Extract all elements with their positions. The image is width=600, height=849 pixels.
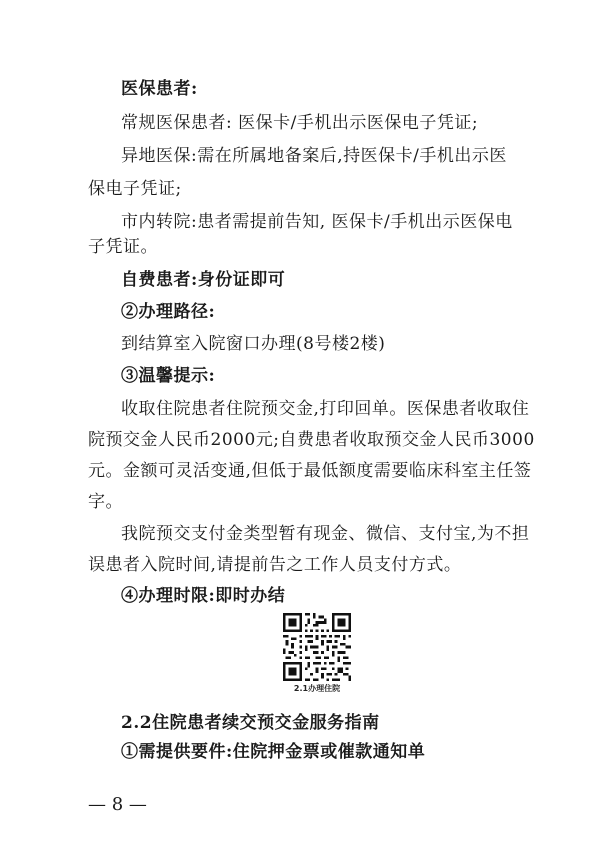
body-line: 元。金额可灵活变通,但低于最低额度需要临床科室主任签 — [88, 461, 532, 481]
self-pay-line: 自费患者:身份证即可 — [121, 270, 286, 290]
body-line: 常规医保患者: 医保卡/手机出示医保电子凭证; — [121, 113, 479, 133]
requirements-line: ①需提供要件:住院押金票或催款通知单 — [121, 742, 426, 762]
qr-code-icon — [283, 613, 351, 681]
section-title: 2.2住院患者续交预交金服务指南 — [121, 713, 380, 733]
body-line: 异地医保:需在所属地备案后,持医保卡/手机出示医 — [121, 146, 507, 166]
time-limit-line: ④办理时限:即时办结 — [121, 586, 286, 606]
procedure-path-heading: ②办理路径: — [121, 302, 216, 322]
body-line: 市内转院:患者需提前告知, 医保卡/手机出示医保电 — [121, 212, 513, 232]
body-line: 子凭证。 — [88, 237, 158, 257]
body-line: 院预交金人民币2000元;自费患者收取预交金人民币3000 — [88, 430, 535, 450]
page-number: — 8 — — [88, 794, 147, 815]
insured-patients-heading: 医保患者: — [121, 79, 198, 99]
body-line: 我院预交支付金类型暂有现金、微信、支付宝,为不担 — [121, 524, 530, 544]
tips-heading: ③温馨提示: — [121, 366, 216, 386]
body-line: 收取住院患者住院预交金,打印回单。医保患者收取住 — [121, 399, 530, 419]
qr-code-block — [283, 613, 351, 694]
body-line: 误患者入院时间,请提前告之工作人员支付方式。 — [88, 555, 462, 575]
qr-caption: 2.1办理住院 — [293, 684, 341, 693]
body-line: 到结算室入院窗口办理(8号楼2楼) — [121, 334, 386, 354]
body-line: 保电子凭证; — [88, 179, 182, 199]
body-line: 字。 — [88, 492, 123, 512]
